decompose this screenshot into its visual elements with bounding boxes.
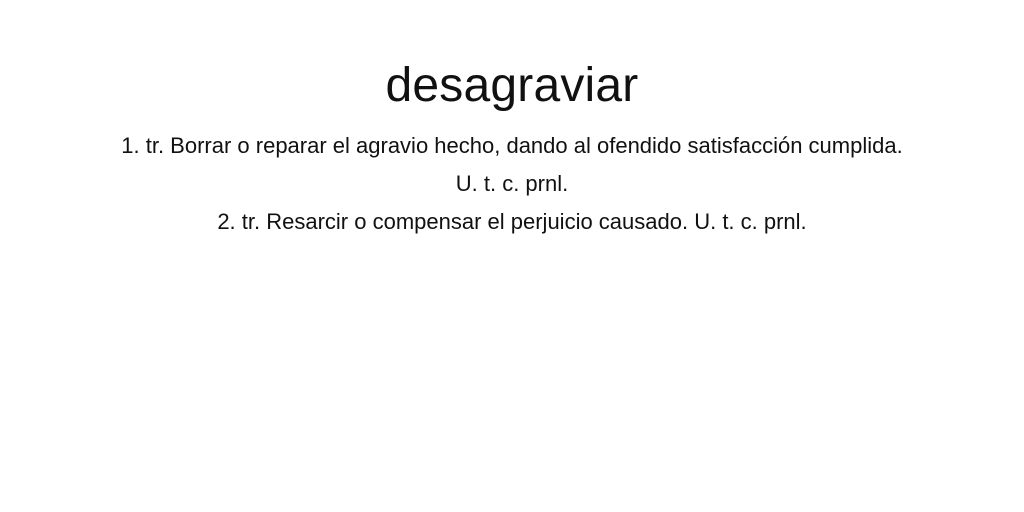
definition-2: 2. tr. Resarcir o compensar el perjuicio causado. U. t. c. prnl. (217, 209, 807, 234)
definition-list (0, 127, 1024, 241)
definition-1: 1. tr. Borrar o reparar el agravio hecho, dando al ofendido satisfacción cumplida. U. t. c. prnl. (121, 133, 903, 196)
headword: desagraviar (385, 59, 639, 112)
